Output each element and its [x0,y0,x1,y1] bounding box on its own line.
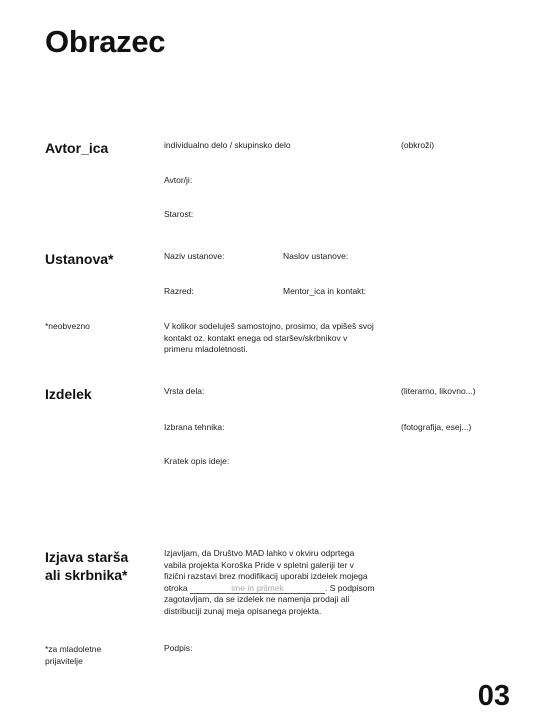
consent-line: zagotavljam, da se izdelek ne namenja prodaji ali [164,594,350,605]
minor-footnote-line: prijavitelje [45,656,83,666]
page-number: 03 [477,680,510,712]
consent-heading-line: Izjava starša [45,549,129,565]
consent-line: distribuciji zunaj meja opisanega projekta. [164,605,322,616]
work-type-options[interactable]: individualno delo / skupinsko delo [164,140,291,150]
description-label: Kratek opis ideje: [164,456,230,466]
optional-footnote: *neobvezno [45,321,90,331]
work-type-hint: (obkroži) [401,140,435,150]
note-line: kontakt oz. kontakt enega od staršev/skrbnikov v [164,332,348,343]
signature-label: Podpis: [164,643,193,653]
technique-label: Izbrana tehnika: [164,422,225,432]
page-title: Obrazec [45,24,166,59]
mentor-label: Mentor_ica in kontakt: [283,286,367,296]
minor-footnote [45,643,101,667]
age-label: Starost: [164,209,194,219]
section-heading-artwork: Izdelek [45,386,92,402]
child-prefix: otroka [164,582,188,593]
class-label: Razred: [164,286,194,296]
consent-line: fizični razstavi brez modifikacij uporabi izdelek mojega [164,571,368,582]
consent-heading-line: ali skrbnika* [45,567,128,583]
minor-footnote-line: *za mladoletne [45,644,102,654]
consent-statement [164,548,375,618]
technique-hint: (fotografija, esej...) [401,422,472,432]
child-suffix: . S podpisom [325,582,375,593]
section-heading-institution: Ustanova* [45,251,114,267]
institution-address-label: Naslov ustanove: [283,251,349,261]
consent-line: vabila projekta Koroška Pride v spletni galeriji ter v [164,559,354,570]
consent-line: Izjavljam, da Društvo MAD lahko v okviru odprtega [164,548,355,558]
section-heading-consent [45,548,128,584]
section-heading-author: Avtor_ica [45,140,109,156]
consent-child-line [164,583,375,595]
note-line: V kolikor sodeluješ samostojno, prosimo, da vpišeš svoj [164,321,374,331]
note-line: primeru mladoletnosti. [164,344,248,355]
authors-label: Avtor/ji: [164,175,193,185]
institution-name-label: Naziv ustanove: [164,251,225,261]
artwork-type-label: Vrsta dela: [164,386,205,396]
artwork-type-hint: (literarno, likovno...) [401,386,476,396]
child-name-field[interactable]: ime in priimek [190,584,325,594]
institution-note [164,321,374,356]
